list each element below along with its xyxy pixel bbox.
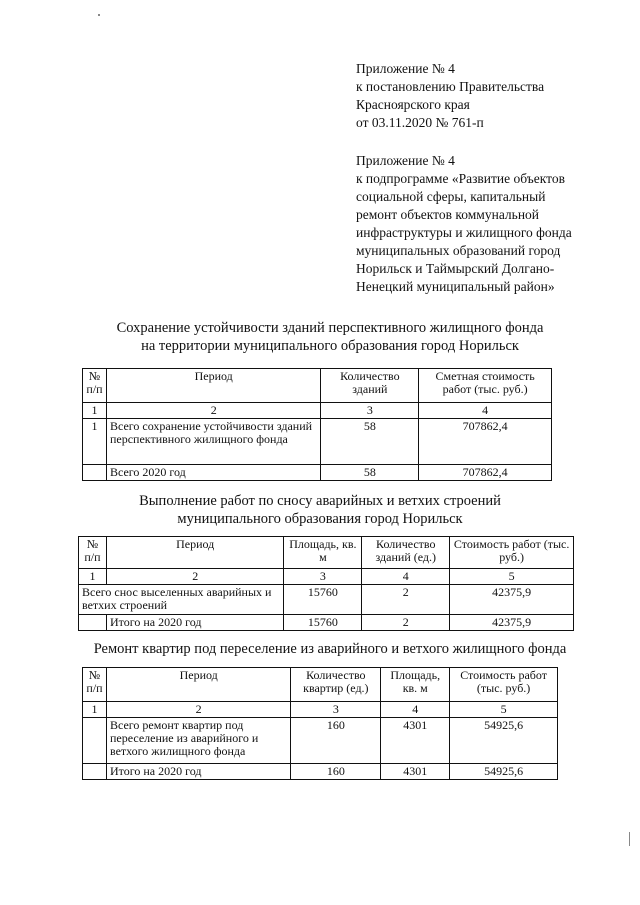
cell: 58 [321, 419, 419, 465]
table-row [79, 585, 574, 615]
header-line: социальной сферы, капитальный [356, 189, 546, 204]
th-apartments: Количество квартир (ед.) [291, 668, 381, 702]
cell: 160 [291, 718, 381, 764]
header-line: Приложение № 4 [356, 61, 455, 76]
th-cost: Стоимость работ (тыс. руб.) [450, 668, 558, 702]
header-line: к постановлению Правительства [356, 79, 545, 94]
table-row [83, 419, 552, 465]
th-number: № п/п [83, 369, 107, 403]
header-line: ремонт объектов коммунальной [356, 207, 540, 222]
th-period: Период [106, 668, 290, 702]
table2-title [80, 492, 560, 528]
th-period: Период [106, 537, 283, 569]
cell: 707862,4 [419, 419, 552, 465]
table-row-total [79, 615, 574, 631]
col-number: 2 [106, 702, 290, 718]
col-number: 4 [419, 403, 552, 419]
appendix-header [356, 60, 626, 296]
col-number: 4 [381, 702, 450, 718]
table1 [82, 368, 552, 481]
header-line: муниципальных образований город [356, 243, 561, 258]
table3 [82, 667, 558, 780]
cell: 4301 [381, 764, 450, 780]
th-period: Период [106, 369, 320, 403]
header-line: к подпрограмме «Развитие объектов [356, 171, 565, 186]
scan-speck [629, 832, 630, 846]
cell: Всего сохранение устойчивости зданий перспективного жилищного фонда [106, 419, 320, 465]
th-cost: Стоимость работ (тыс. руб.) [450, 537, 574, 569]
header-line: инфраструктуры и жилищного фонда [356, 225, 572, 240]
col-number: 3 [284, 569, 362, 585]
table-row [83, 718, 558, 764]
cell: Всего ремонт квартир под переселение из аварийного и ветхого жилищного фонда [106, 718, 290, 764]
table1-title [60, 319, 600, 355]
title-line: Выполнение работ по сносу аварийных и ветхих строений [139, 493, 501, 509]
col-number: 3 [321, 403, 419, 419]
title-line: Сохранение устойчивости зданий перспективного жилищного фонда [116, 320, 544, 336]
col-number: 1 [83, 403, 107, 419]
header-line: Норильск и Таймырский Долгано- [356, 261, 555, 276]
cell: 4301 [381, 718, 450, 764]
cell: 707862,4 [419, 465, 552, 481]
header-line: Ненецкий муниципальный район» [356, 279, 555, 294]
cell: 1 [83, 419, 107, 465]
cell: 2 [362, 615, 450, 631]
col-number: 2 [106, 569, 283, 585]
th-buildings: Количество зданий [321, 369, 419, 403]
scan-speck [98, 14, 100, 16]
col-number: 3 [291, 702, 381, 718]
table-row-total [83, 764, 558, 780]
col-number: 1 [79, 569, 107, 585]
cell: Итого на 2020 год [106, 764, 290, 780]
col-number: 4 [362, 569, 450, 585]
cell [83, 465, 107, 481]
title-line: на территории муниципального образования город Норильск [141, 338, 519, 354]
cell: 15760 [284, 585, 362, 615]
cell: 58 [321, 465, 419, 481]
cell: 42375,9 [450, 615, 574, 631]
th-number: № п/п [79, 537, 107, 569]
th-cost: Сметная стоимость работ (тыс. руб.) [419, 369, 552, 403]
cell [79, 615, 107, 631]
header-line: от 03.11.2020 № 761-п [356, 115, 484, 130]
cell: Всего снос выселенных аварийных и ветхих строений [79, 585, 284, 615]
table-row-total [83, 465, 552, 481]
cell: Итого на 2020 год [106, 615, 283, 631]
header-line: Приложение № 4 [356, 153, 455, 168]
th-buildings: Количество зданий (ед.) [362, 537, 450, 569]
col-number: 5 [450, 569, 574, 585]
cell: 42375,9 [450, 585, 574, 615]
table2 [78, 536, 574, 631]
header-line: Красноярского края [356, 97, 470, 112]
cell [83, 764, 107, 780]
th-number: № п/п [83, 668, 107, 702]
title-line: муниципального образования город Норильск [177, 511, 463, 527]
cell: 2 [362, 585, 450, 615]
cell: Всего 2020 год [106, 465, 320, 481]
col-number: 2 [106, 403, 320, 419]
th-area: Площадь, кв. м [381, 668, 450, 702]
cell: 54925,6 [450, 764, 558, 780]
col-number: 1 [83, 702, 107, 718]
th-area: Площадь, кв. м [284, 537, 362, 569]
table3-title: Ремонт квартир под переселение из аварийного и ветхого жилищного фонда [93, 641, 567, 657]
cell [83, 718, 107, 764]
cell: 160 [291, 764, 381, 780]
col-number: 5 [450, 702, 558, 718]
cell: 15760 [284, 615, 362, 631]
cell: 54925,6 [450, 718, 558, 764]
